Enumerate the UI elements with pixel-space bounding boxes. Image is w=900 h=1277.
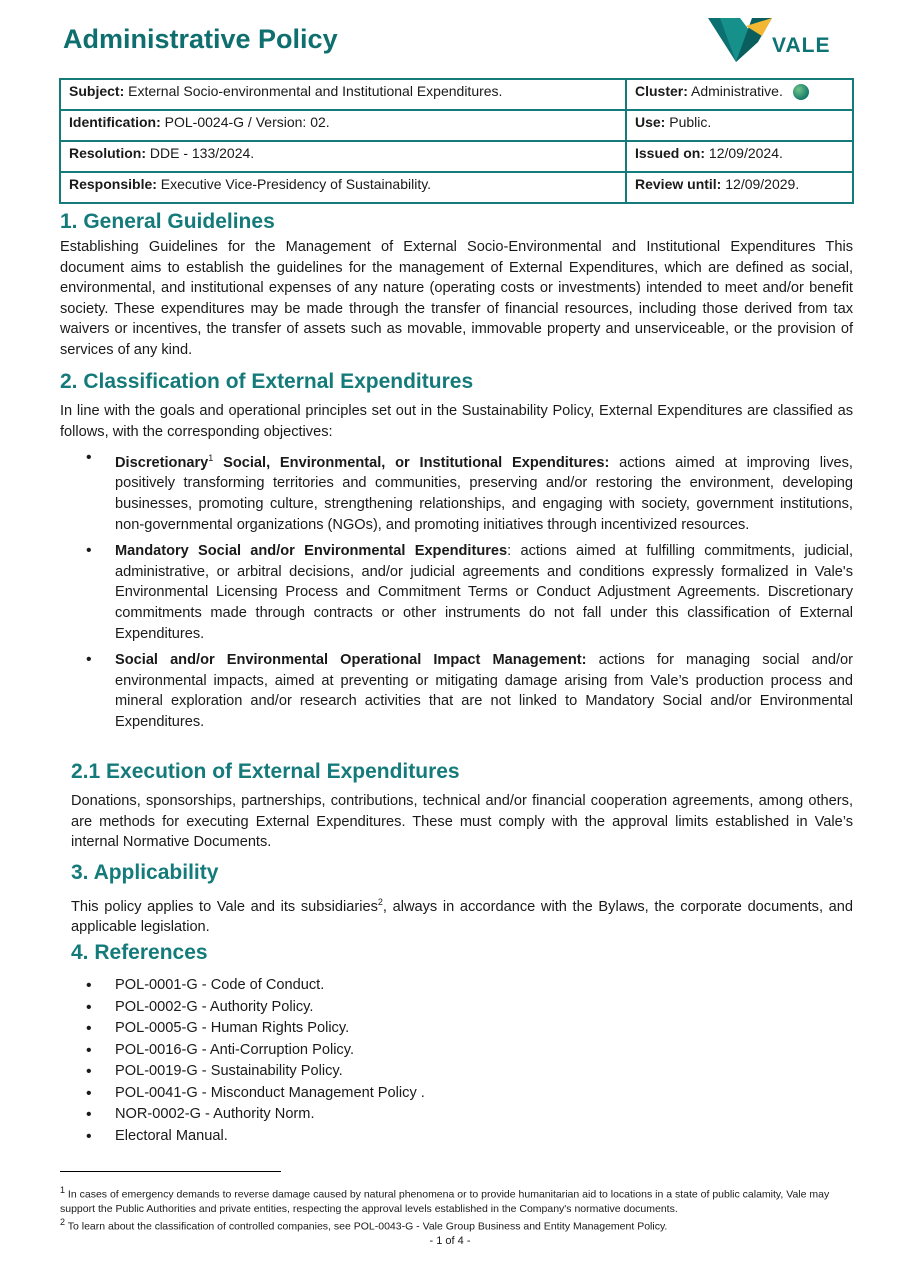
footnote-2: $^2$ To learn about the classification of controlled companies, see POL-0043-G - Vale Group Business and Entity Management Policy.	[60, 1217, 668, 1233]
logo-text: VALE	[772, 34, 831, 57]
list-item: • POL-0001-G - Code of Conduct.	[80, 975, 425, 997]
section-1-heading: 1. General Guidelines	[60, 210, 275, 233]
list-item: • POL-0005-G - Human Rights Policy.	[80, 1018, 425, 1040]
section-2-intro: In line with the goals and operational principles set out in the Sustainability Policy, External Expenditures are classified as follows, with the corresponding objectives:	[60, 403, 853, 440]
section-3-text: This policy applies to Vale and its subsidiaries$^2$, always in accordance with the Bylaws, the corporate documents, and applicable legislation.	[71, 897, 853, 936]
footnote-divider	[60, 1171, 281, 1172]
list-item: • Discretionary$^1$ Social, Environmental, or Institutional Expenditures: actions aimed at improving lives, positively transforming territories and communities, preserving and/or restoring the environment, developing businesses, promoting culture, strengthening relationships, and engaging with society, government institutions, non-governmental organizations (NGOs), and promoting initiatives through incentivized resources.	[80, 448, 853, 535]
list-item: • NOR-0002-G - Authority Norm.	[80, 1104, 425, 1126]
footnote-1: $^1$ In cases of emergency demands to reverse damage caused by natural phenomena or to provide humanitarian aid to locations in a state of public calamity, Vale may support the Public Authorities and private entities, respecting the approval levels established in the Company's normative documents.	[60, 1185, 830, 1215]
use-cell: Use: Public.	[626, 110, 853, 141]
issued-cell: Issued on: 12/09/2024.	[626, 141, 853, 172]
list-item: • Mandatory Social and/or Environmental Expenditures: actions aimed at fulfilling commitments, judicial, administrative, or arbitral decisions, and/or judicial agreements and conditions expressly formalized in Vale's Environmental Licensing Process and Commitment Terms or Conduct Adjustment Agreements. Discretionary commitments made through contracts or other instruments do not fall under this classification of External Expenditures.	[80, 541, 853, 644]
cluster-cell: Cluster: Administrative.	[626, 79, 853, 110]
section-3-heading: 3. Applicability	[71, 861, 219, 884]
list-item: • Electoral Manual.	[80, 1126, 425, 1148]
resolution-cell: Resolution: DDE - 133/2024.	[60, 141, 626, 172]
list-item: • POL-0019-G - Sustainability Policy.	[80, 1061, 425, 1083]
policy-info-table	[59, 78, 854, 204]
section-2-heading: 2. Classification of External Expenditures	[60, 370, 474, 393]
subject-cell: Subject: External Socio-environmental and Institutional Expenditures.	[60, 79, 626, 110]
classification-list	[80, 448, 853, 739]
page-title: Administrative Policy	[63, 24, 338, 54]
section-1-text: Establishing Guidelines for the Management of External Socio-Environmental and Institutional Expenditures This document aims to establish the guidelines for the management of External Expenditures, which are defined as social, environmental, and institutional expenses of any nature (operating costs or investments) intended to meet and/or benefit society. These expenditures may be made through the transfer of financial resources, including those derived from tax waivers or incentives, the transfer of assets such as movable, immovable property and unserviceable, or the provision of services of any kind.	[60, 239, 853, 358]
globe-icon	[793, 84, 809, 100]
review-cell: Review until: 12/09/2029.	[626, 172, 853, 203]
section-2-1-text: Donations, sponsorships, partnerships, contributions, technical and/or financial cooperation agreements, among others, are methods for executing External Expenditures. These must comply with the approval limits established in Vale’s internal Normative Documents.	[71, 793, 853, 851]
references-list	[80, 975, 425, 1147]
list-item: • POL-0002-G - Authority Policy.	[80, 997, 425, 1019]
section-2-1-heading: 2.1 Execution of External Expenditures	[71, 760, 460, 783]
section-4-heading: 4. References	[71, 941, 208, 964]
identification-cell: Identification: POL-0024-G / Version: 02.	[60, 110, 626, 141]
list-item: • Social and/or Environmental Operational Impact Management: actions for managing social and/or environmental impacts, aimed at preventing or mitigating damage arising from Vale’s production process and mineral exploration and/or research activities that are not linked to Mandatory Social and/or Environmental Expenditures.	[80, 650, 853, 732]
page-number: - 1 of 4 -	[429, 1235, 471, 1247]
responsible-cell: Responsible: Executive Vice-Presidency of Sustainability.	[60, 172, 626, 203]
list-item: • POL-0041-G - Misconduct Management Policy .	[80, 1083, 425, 1105]
list-item: • POL-0016-G - Anti-Corruption Policy.	[80, 1040, 425, 1062]
